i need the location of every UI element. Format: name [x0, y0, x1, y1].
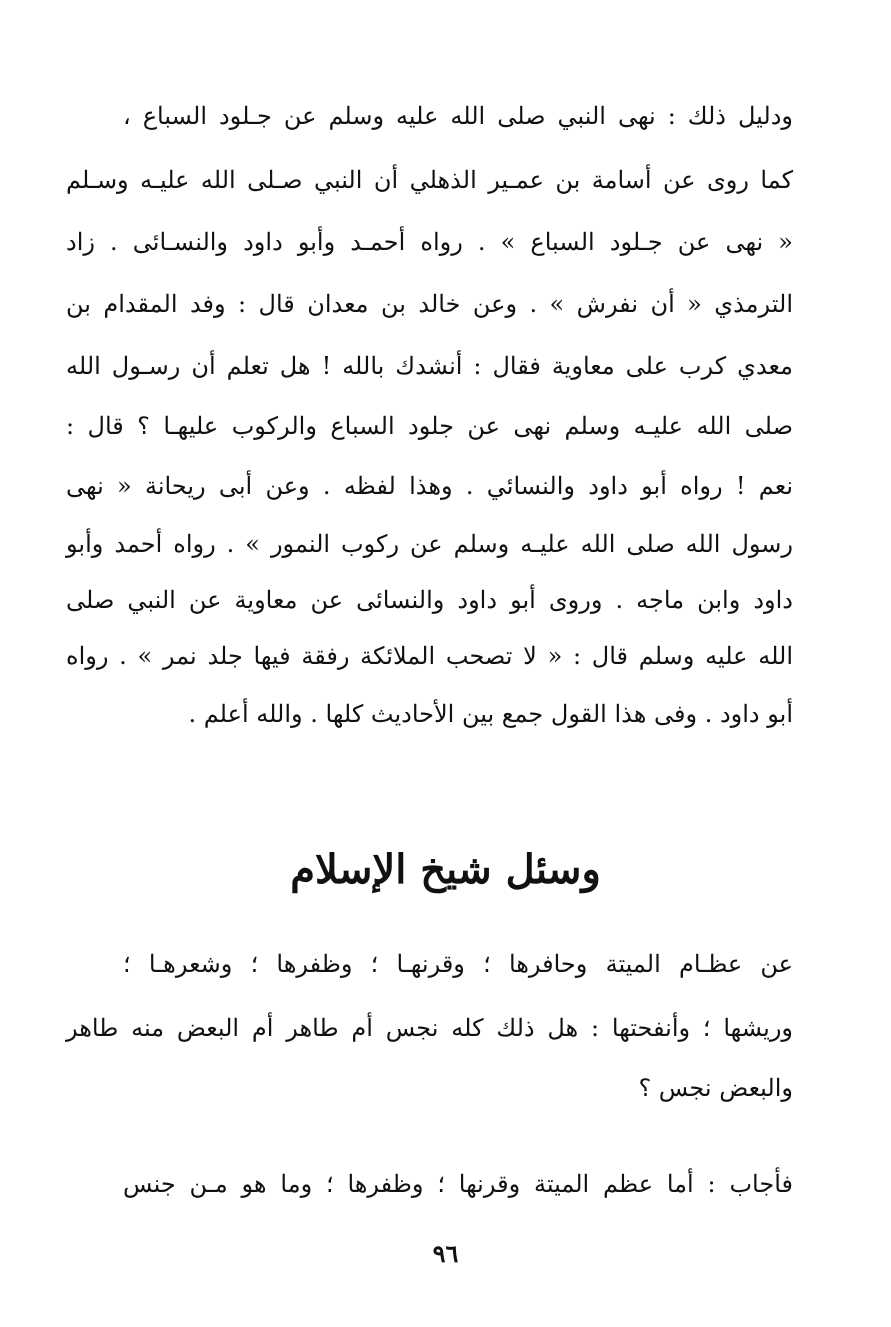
text-line: الترمذي « أن نفرش » . وعن خالد بن معدان قال : وفد المقدام بن	[66, 290, 793, 318]
text-line: وريشها ؛ وأنفحتها : هل ذلك كله نجس أم طاهر أم البعض منه طاهر	[66, 1014, 793, 1042]
text-line: داود وابن ماجه . وروى أبو داود والنسائى عن معاوية عن النبي صلى	[66, 586, 793, 614]
text-line: فأجاب : أما عظم الميتة وقرنها ؛ وظفرها ؛ وما هو مـن جنس	[123, 1170, 793, 1198]
page-number: ٩٦	[432, 1239, 459, 1268]
text-line: صلى الله عليـه وسلم نهى عن جلود السباع والركوب عليهـا ؟ قال :	[66, 412, 793, 440]
text-line: معدي كرب على معاوية فقال : أنشدك بالله ! هل تعلم أن رسـول الله	[66, 352, 793, 380]
text-line: « نهى عن جـلود السباع » . رواه أحمـد وأبو داود والنسـائى . زاد	[66, 228, 793, 256]
text-line: كما روى عن أسامة بن عمـير الذهلي أن النبي صـلى الله عليـه وسـلم	[66, 166, 793, 194]
text-line: عن عظـام الميتة وحافرها ؛ وقرنهـا ؛ وظفرها ؛ وشعرهـا ؛	[123, 950, 793, 978]
text-line: والبعض نجس ؟	[638, 1074, 793, 1102]
section-heading: وسئل شيخ الإسلام	[290, 846, 601, 893]
text-line: نعم ! رواه أبو داود والنسائي . وهذا لفظه . وعن أبى ريحانة « نهى	[66, 472, 793, 500]
text-line: ودليل ذلك : نهى النبي صلى الله عليه وسلم عن جـلود السباع ،	[123, 102, 793, 130]
text-line: أبو داود . وفى هذا القول جمع بين الأحاديث كلها . والله أعلم .	[188, 700, 793, 728]
text-line: رسول الله صلى الله عليـه وسلم عن ركوب النمور » . رواه أحمد وأبو	[66, 530, 793, 558]
text-line: الله عليه وسلم قال : « لا تصحب الملائكة رفقة فيها جلد نمر » . رواه	[66, 642, 793, 670]
